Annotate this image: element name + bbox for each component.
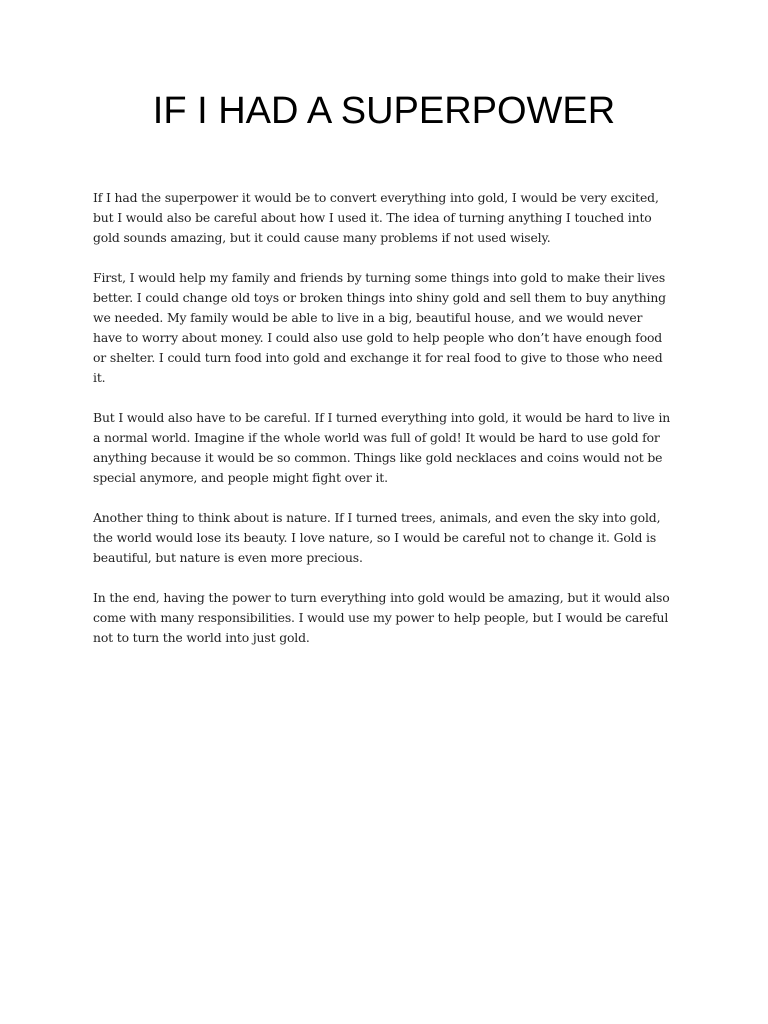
document-body xyxy=(93,188,673,668)
paragraph-being-careful: But I would also have to be careful. If I turned everything into gold, it would be hard to live in a normal world. Imagine if the whole world was full of gold! It would be hard to use gold for anything because it would be so common. Things like gold necklaces and coins would not be special anymore, and people might fight over it. xyxy=(93,410,671,485)
paragraph-intro: If I had the superpower it would be to convert everything into gold, I would be very excited, but I would also be careful about how I used it. The idea of turning anything I touched into gold sounds amazing, but it could cause many problems if not used wisely. xyxy=(93,190,659,245)
paragraph-conclusion: In the end, having the power to turn everything into gold would be amazing, but it would also come with many responsibilities. I would use my power to help people, but I would be careful not to turn the world into just gold. xyxy=(93,590,670,645)
paragraph-nature: Another thing to think about is nature. If I turned trees, animals, and even the sky into gold, the world would lose its beauty. I love nature, so I would be careful not to change it. Gold is beautiful, but nature is even more precious. xyxy=(93,510,661,565)
paragraph-helping-family: First, I would help my family and friends by turning some things into gold to make their lives better. I could change old toys or broken things into shiny gold and sell them to buy anything we needed. My family would be able to live in a big, beautiful house, and we would never have to worry about money. I could also use gold to help people who don’t have enough food or shelter. I could turn food into gold and exchange it for real food to give to those who need it. xyxy=(93,270,666,385)
document-title: IF I HAD A SUPERPOWER xyxy=(152,90,616,132)
